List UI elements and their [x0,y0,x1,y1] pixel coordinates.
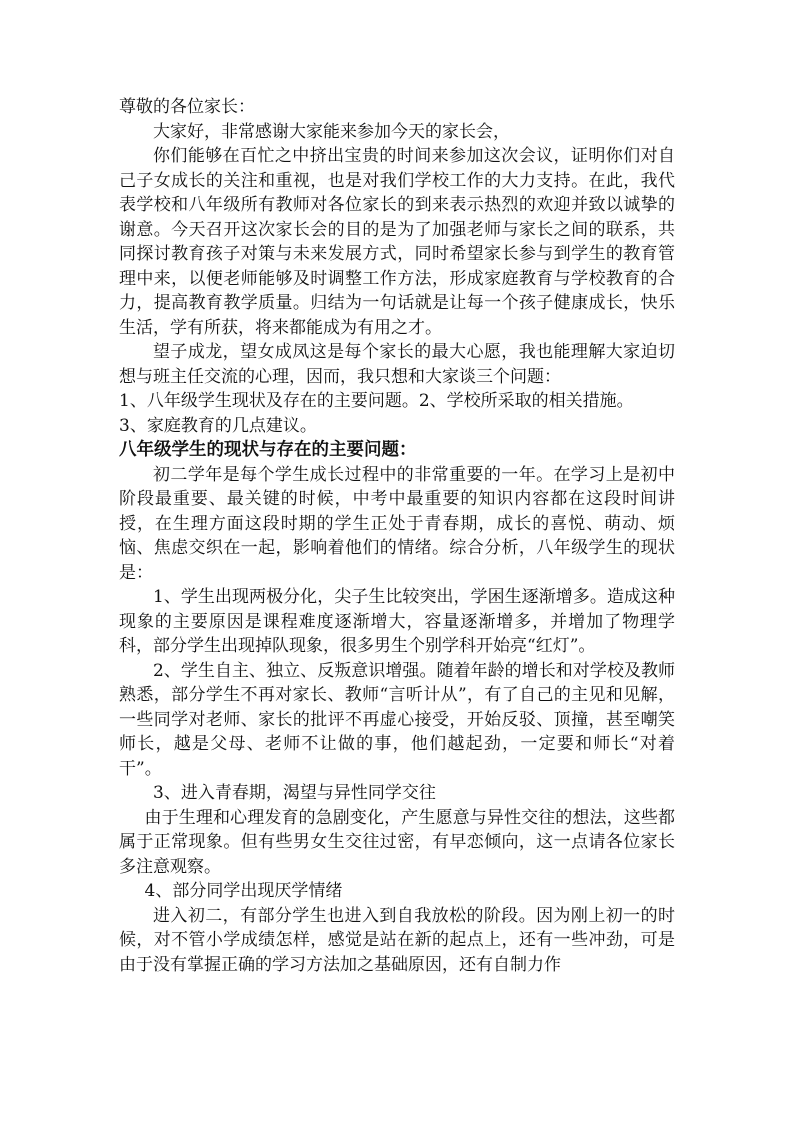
issue-3-body: 由于生理和心理发育的急剧变化，产生愿意与异性交往的想法，这些都属于正常现象。但有些男女生交往过密，有早恋倾向，这一点请各位家长多注意观察。 [119,807,675,877]
issue-1-paragraph: 1、学生出现两极分化，尖子生比较突出，学困生逐渐增多。造成这种现象的主要原因是课程难度逐渐增大，容量逐渐增多，并增加了物理学科，部分学生出现掉队现象，很多男生个别学科开始亮“红灯”。 [119,587,675,656]
section-heading: 八年级学生的现状与存在的主要问题： [119,440,417,460]
issue-3-title: 3、进入青春期，渴望与异性同学交往 [153,783,436,803]
topic-list-line-2: 3、家庭教育的几点建议。 [119,415,317,436]
issue-4-body: 进入初二，有部分学生也进入到自我放松的阶段。因为刚上初一的时候，对不管小学成绩怎样，感觉是站在新的起点上，还有一些冲劲，可是由于没有掌握正确的学习方法加之基础原因，还有自制力作 [119,905,675,975]
main-paragraph: 你们能够在百忙之中挤出宝贵的时间来参加这次会议，证明你们对自己子女成长的关注和重视，也是对我们学校工作的大力支持。在此，我代表学校和八年级所有教师对各位家长的到来表示热烈的欢迎并致以诚挚的谢意。今天召开这次家长会的目的是为了加强老师与家长之间的联系，共同探讨教育孩子对策与未来发展方式，同时希望家长参与到学生的教育管理中来，以便老师能够及时调整工作方法，形成家庭教育与学校教育的合力，提高教育教学质量。归结为一句话就是让每一个孩子健康成长，快乐生活，学有所获，将来都能成为有用之才。 [119,146,675,338]
hope-paragraph: 望子成龙，望女成凤这是每个家长的最大心愿，我也能理解大家迫切想与班主任交流的心理，因而，我只想和大家谈三个问题： [119,342,675,387]
issue-2-paragraph: 2、学生自主、独立、反叛意识增强。随着年龄的增长和对学校及教师熟悉，部分学生不再对家长、教师“言听计从”，有了自己的主见和见解，一些同学对老师、家长的批评不再虚心接受，开始反驳、顶撞，甚至嘲笑师长，越是父母、老师不让做的事，他们越起劲，一定要和师长“对着干”。 [119,660,675,779]
intro-paragraph: 大家好，非常感谢大家能来参加今天的家长会， [153,121,510,142]
grade-two-paragraph: 初二学年是每个学生成长过程中的非常重要的一年。在学习上是初中阶段最重要、最关键的时候，中考中最重要的知识内容都在这段时间讲授，在生理方面这段时期的学生正处于青春期，成长的喜悦、萌动、烦恼、焦虑交织在一起，影响着他们的情绪。综合分析，八年级学生的现状是： [119,464,675,583]
topic-list-line-1: 1、八年级学生现状及存在的主要问题。2、学校所采取的相关措施。 [119,391,634,411]
greeting-line: 尊敬的各位家长： [119,97,255,117]
issue-4-title: 4、部分同学出现厌学情绪 [144,881,343,901]
document-body [119,95,675,977]
